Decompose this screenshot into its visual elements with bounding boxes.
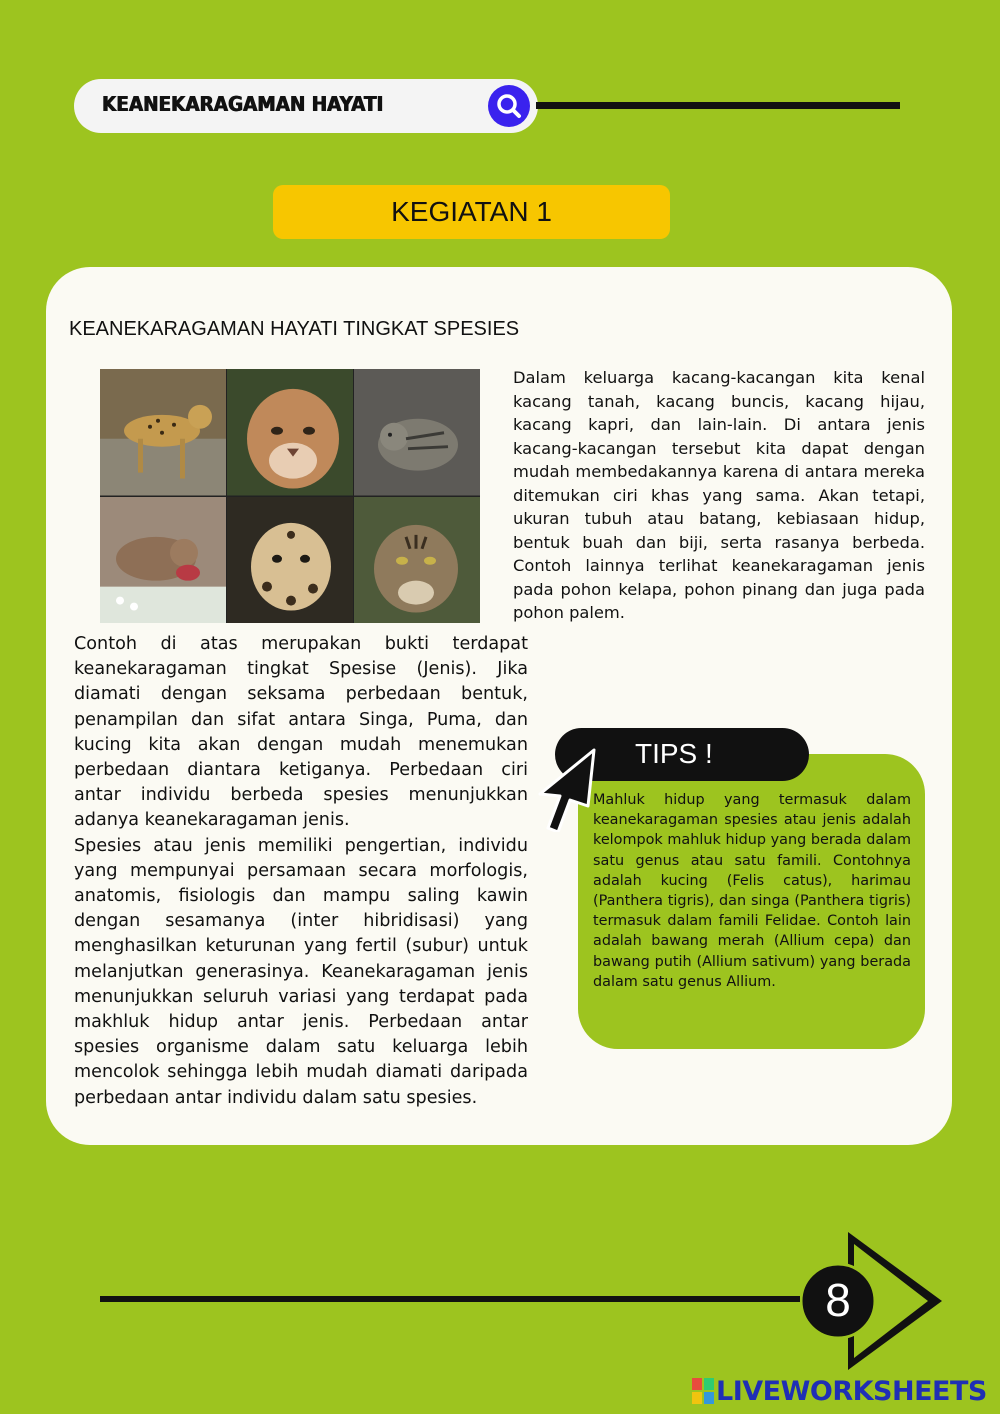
footer-divider-line: [100, 1296, 820, 1302]
page-number: 8: [825, 1274, 851, 1326]
wildcat-photo: [354, 497, 480, 624]
species-explanation: [74, 632, 528, 1111]
liveworksheets-logo-icon: [692, 1378, 714, 1404]
puma-photo: [227, 369, 353, 496]
fishing-cat-photo: [354, 369, 480, 496]
serval-photo: [100, 369, 226, 496]
legume-example-paragraph: Dalam keluarga kacang-kacangan kita kenal kacang tanah, kacang buncis, kacang hijau, kacang kapri, dan lain-lain. Di antara jenis kacang-kacangan tersebut kita dapat dengan mudah membedakannya karena di antara mereka ditemukan ciri khas yang sama. Akan tetapi, ukuran tubuh atau batang, kebiasaan hidup, bentuk buah dan biji, serta rasanya berbeda. Contoh lainnya terlihat keanekaragaman jenis pada pohon kelapa, pohon pinang dan juga pada pohon palem.: [513, 368, 925, 622]
lynx-photo: [100, 497, 226, 624]
liveworksheets-brand[interactable]: [692, 1374, 987, 1408]
search-icon: [488, 85, 530, 127]
tips-body: Mahluk hidup yang termasuk dalam keanekaragaman spesies atau jenis adalah kelompok mahluk hidup yang berada dalam satu genus atau satu famili. Contohnya adalah kucing (Felis catus), harimau (Panthera tigris), dan singa (Panthera tigris) termasuk dalam famili Felidae. Contoh lain adalah bawang merah (Allium cepa) dan bawang putih (Allium sativum) yang berada dalam satu genus Allium.: [593, 792, 911, 990]
tips-label-text: TIPS !: [635, 738, 713, 769]
section-title: KEANEKARAGAMAN HAYATI TINGKAT SPESIES: [69, 318, 520, 340]
ocelot-photo: [227, 497, 353, 624]
search-button[interactable]: [488, 85, 530, 127]
header-title: KEANEKARAGAMAN HAYATI: [102, 92, 384, 116]
liveworksheets-text: LIVEWORKSHEETS: [716, 1375, 987, 1407]
species-paragraph-1: Contoh di atas merupakan bukti terdapat keanekaragaman tingkat Spesise (Jenis). Jika diamati dengan seksama perbedaan bentuk, penampilan dan sifat antara Singa, Puma, dan kucing kita akan dengan mudah menemukan perbedaan diantara ketiganya. Perbedaan ciri antar individu berbeda spesies menunjukkan adanya keanekaragaman jenis.: [74, 634, 528, 831]
wild-cats-photo-collage: [100, 369, 480, 623]
header-divider-line: [536, 102, 900, 109]
header-pill: [74, 79, 538, 133]
species-paragraph-2: Spesies atau jenis memiliki pengertian, individu yang mempunyai persamaan secara morfologis, anatomis, fisiologis dan mampu saling kawin dengan sesamanya (inter hibridisasi) yang menghasilkan keturunan yang fertil (subur) untuk melanjutkan generasinya. Keanekaragaman jenis menunjukkan seluruh variasi yang terdapat pada makhluk hidup antar jenis. Perbedaan antar spesies organisme dalam satu keluarga lebih mencolok sehingga lebih mudah diamati daripada perbedaan antar individu dalam satu spesies.: [74, 835, 528, 1108]
activity-banner: KEGIATAN 1: [273, 185, 670, 239]
